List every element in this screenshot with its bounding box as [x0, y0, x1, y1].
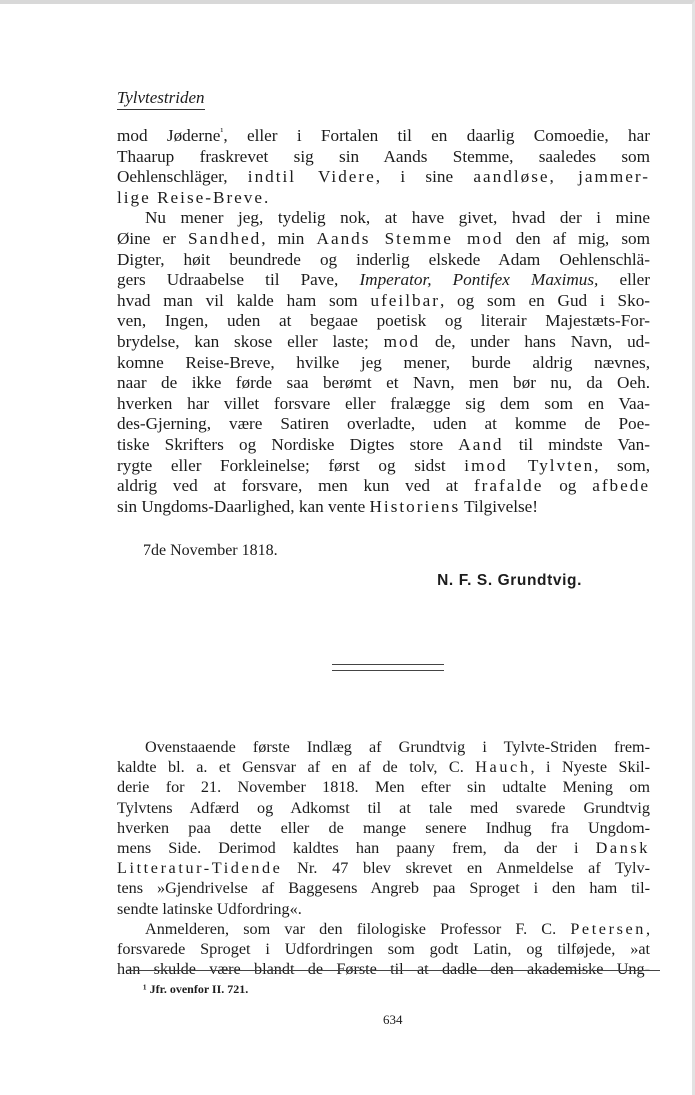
signature: N. F. S. Grundtvig. [437, 572, 582, 589]
text-line: tiske Skrifters og Nordiske Digtes store Aand til mindste Van- [117, 434, 650, 454]
text-line: komne Reise-Breve, hvilke jeg mener, burde aldrig nævnes, [117, 352, 650, 372]
commentary-text-block [117, 737, 650, 979]
text-line: lige Reise-Breve. [117, 187, 269, 207]
text-line: Ovenstaaende første Indlæg af Grundtvig i Tylvte-Striden frem- [145, 738, 650, 756]
text-line: Thaarup fraskrevet sig sin Aands Stemme, saaledes som [117, 146, 650, 166]
text-line: hvad man vil kalde ham som ufeilbar, og som en Gud i Sko- [117, 290, 651, 310]
spaced-emphasis: Aand [458, 434, 504, 454]
text-line: sin Ungdoms-Daarlighed, kan vente Historiens Tilgivelse! [117, 496, 539, 516]
spaced-emphasis: ufeilbar [370, 290, 440, 310]
spaced-emphasis: indtil Videre [247, 167, 376, 187]
text-line: hverken paa dette eller de mange senere Indhug fra Ungdom- [117, 818, 650, 837]
text-line: Nu mener jeg, tydelig nok, at have givet, hvad der i mine [145, 208, 650, 228]
spaced-emphasis: Petersen [570, 919, 646, 938]
text-line: mod Jøderne$^{^1}$, eller i Fortalen til en daarlig Comoedie, har [117, 126, 650, 145]
text-line: Tylvtens Adfærd og Adkomst til at tale med svarede Grundtvig [117, 798, 650, 817]
letter-date: 7de November 1818. [143, 542, 278, 559]
text-line: hverken har villet forsvare eller fralægge sig dem som en Vaa- [117, 393, 650, 413]
text-line: Anmelderen, som var den filologiske Professor F. C. Petersen, [145, 919, 650, 938]
text-line: brydelse, kan skose eller laste; mod de, under hans Navn, ud- [117, 331, 650, 351]
text-line: Litteratur-Tidende Nr. 47 blev skrevet en Anmeldelse af Tylv- [117, 859, 650, 878]
spaced-emphasis: Aands Stemme mod [316, 228, 504, 248]
page-number: 634 [383, 1012, 403, 1027]
footnote-marker[interactable]: ¹ [220, 126, 224, 138]
text-line: Øine er Sandhed, min Aands Stemme mod den af mig, som [117, 228, 651, 248]
spaced-emphasis: Historiens [369, 496, 461, 516]
text-line: des-Gjerning, være Satiren overladte, uden at komme de Poe- [117, 414, 650, 434]
footnote: ¹ Jfr. ovenfor II. 721. [143, 982, 249, 996]
text-line: han skulde være blandt de Første til at dadle den akademiske Ung- [117, 960, 650, 979]
text-line: sendte latinske Udfordring«. [117, 899, 302, 918]
text-line: Oehlenschläger, indtil Videre, i sine aandløse, jammer- [117, 167, 650, 187]
spaced-emphasis: Litteratur-Tidende [117, 859, 283, 878]
text-line: naar de ikke førde saa berømt et Navn, men bør nu, da Oeh. [117, 373, 650, 393]
text-line: derie for 21. November 1818. Men efter sin udtalte Mening om [117, 778, 650, 797]
spaced-emphasis: Dansk [595, 839, 650, 858]
spaced-emphasis: frafalde [473, 476, 544, 496]
footnote-rule [127, 970, 660, 971]
text-line: kaldte bl. a. et Gensvar af en af de tolv, C. Hauch, i Nyeste Skil- [117, 758, 650, 777]
spaced-emphasis: mod [383, 331, 421, 351]
text-line: rygte eller Forkleinelse; først og sidst imod Tylvten, som, [117, 455, 650, 475]
text-line: aldrig ved at forsvare, men kun ved at frafalde og afbede [117, 476, 650, 496]
section-divider [332, 664, 444, 671]
main-text-block [117, 126, 650, 517]
spaced-emphasis: Sandhed [188, 228, 262, 248]
spaced-emphasis: afbede [592, 476, 650, 496]
spaced-emphasis: Hauch [475, 758, 531, 777]
italic-emphasis: Imperator, Pontifex Maximus, [359, 270, 599, 290]
spaced-emphasis: imod Tylvten [464, 455, 595, 475]
running-head: Tylvtestriden [117, 88, 205, 110]
text-line: gers Udraabelse til Pave, Imperator, Pontifex Maximus, eller [117, 270, 650, 290]
spaced-emphasis: aandløse, jammer- [473, 167, 650, 187]
text-line: Digter, høit beundrede og inderlig elskede Adam Oehlenschlä- [117, 249, 650, 269]
text-line: ven, Ingen, uden at begaae poetisk og literair Majestæts-For- [117, 311, 650, 331]
spaced-emphasis: lige Reise-Breve [117, 187, 265, 207]
text-line: forsvarede Sproget i Udfordringen som godt Latin, og tilføjede, »at [117, 940, 650, 959]
text-line: mens Side. Derimod kaldtes han paany frem, da der i Dansk [117, 839, 650, 858]
text-line: tens »Gjendrivelse af Baggesens Angreb paa Sproget i den ham til- [117, 879, 650, 898]
